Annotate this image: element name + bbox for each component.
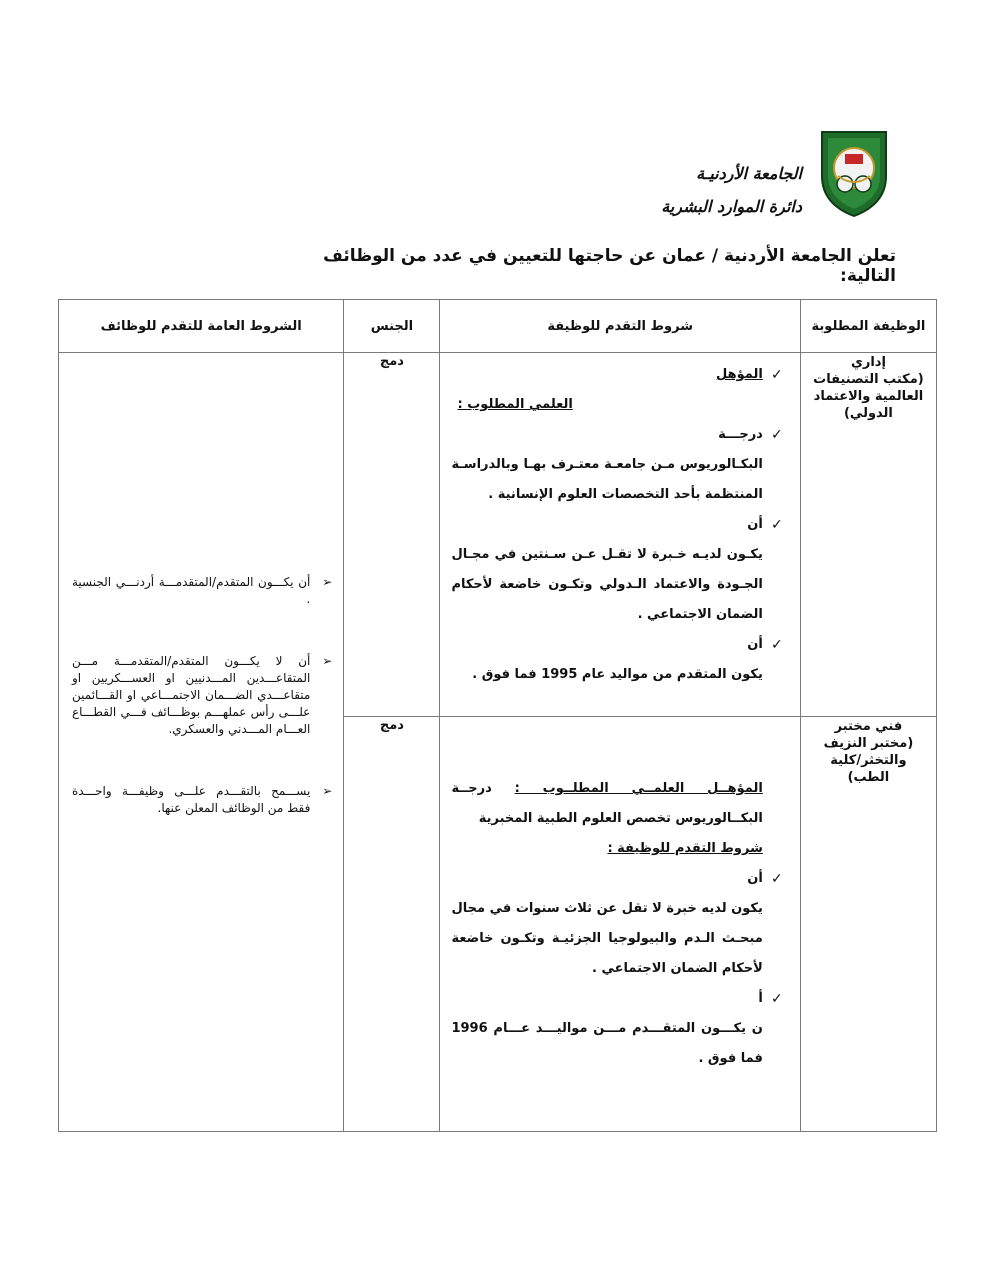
letterhead [600, 120, 920, 230]
general-condition: أن يكـــون المتقدم/المتقدمـــة أردنـــي الجنسية . [72, 575, 311, 606]
condition-text: يكون لديه خبرة لا تقل عن ثلاث سنوات في مجال مبحـث الـدم والبيولوجيا الجزئيـة وتكـون خاضعة لأحكام الضمان الاجتماعي . [451, 901, 763, 976]
department-name: دائرة الموارد البشرية [661, 197, 802, 216]
qualification-value: درجــة البكــالوريوس تخصص العلوم الطبية المخبرية [451, 781, 763, 826]
job-title-line: إداري [850, 355, 886, 370]
gender-cell: دمج [344, 353, 440, 717]
condition-text: درجـــة [718, 427, 763, 442]
table-header-row [59, 300, 937, 353]
checkmark-icon: ✓ [770, 871, 783, 887]
job-title-cell [800, 717, 936, 1132]
checkmark-icon: ✓ [770, 517, 783, 533]
job-title-line: فني مختبر [834, 719, 903, 734]
condition-heading: المؤهل [716, 367, 763, 382]
jobs-table [58, 299, 937, 1132]
job-title-line: والتخثر/كلية الطب) [830, 753, 907, 785]
header-conditions: شروط التقدم للوظيفة [440, 300, 800, 353]
table-row [59, 353, 937, 717]
announcement-heading: تعلن الجامعة الأردنية / عمان عن حاجتها للتعيين في عدد من الوظائف التالية: [323, 246, 896, 286]
header-general: الشروط العامة للتقدم للوظائف [59, 300, 344, 353]
condition-text: البكـالوريوس مـن جامعـة معتـرف بهـا وبالدراسـة المنتظمة بأحد التخصصات العلوم الإنسانية . [451, 457, 763, 502]
general-conditions-cell [59, 353, 344, 1132]
conditions-cell [440, 717, 800, 1132]
arrow-bullet-icon: ➢ [322, 654, 333, 668]
condition-heading: شروط التقدم للوظيفة : [607, 841, 763, 856]
header-gender: الجنس [344, 300, 440, 353]
university-crest-logo [818, 128, 890, 218]
job-title-line: (مكتب التصنيفات [813, 372, 924, 387]
job-title-line: الدولي) [843, 406, 893, 421]
organization-name: الجامعة الأردنيـة [696, 164, 802, 183]
gender-cell: دمج [344, 717, 440, 1132]
arrow-bullet-icon: ➢ [322, 784, 333, 798]
job-title-line: (مختبر النزيف [823, 736, 914, 751]
condition-text: يكون المتقدم من مواليد عام 1995 فما فوق . [472, 667, 763, 682]
condition-text: أن [747, 637, 763, 652]
condition-subheading: العلمي المطلوب : [457, 397, 573, 412]
general-condition: يســـمح بالتقـــدم علـــى وظيفـــة واحـــدة فقط من الوظائف المعلن عنها. [72, 784, 311, 815]
condition-text: أن [747, 871, 763, 886]
checkmark-icon: ✓ [770, 367, 783, 383]
checkmark-icon: ✓ [770, 427, 783, 443]
condition-text: يكـون لديـه خـبرة لا تقـل عـن سـنتين في مجـال الجـودة والاعتماد الـدولي وتكـون خاضعة لأحكام الضمان الاجتماعي . [451, 547, 763, 622]
checkmark-icon: ✓ [770, 637, 783, 653]
job-title-cell [800, 353, 936, 717]
condition-text: أ [758, 991, 763, 1006]
arrow-bullet-icon: ➢ [322, 575, 333, 589]
condition-text: أن [747, 517, 763, 532]
checkmark-icon: ✓ [770, 991, 783, 1007]
condition-text: ن يكـــون المتقـــدم مـــن مواليـــد عـــام 1996 فما فوق . [451, 1021, 763, 1066]
header-job: الوظيفة المطلوبة [800, 300, 936, 353]
qualification-label: المؤهــل العلمــي المطلــوب : [514, 781, 763, 796]
conditions-cell [440, 353, 800, 717]
general-condition: أن لا يكـــون المتقدم/المتقدمـــة مـــن المتقاعـــدين المـــدنيين او العســـكريين او متقاعـــدي الضـــمان الاجتمـــاعي او القـــائمين علـــى رأس عملهـــم بوظـــائف فـــي القطـــاع العـــام المـــدني والعسكري. [72, 654, 311, 736]
job-title-line: العالمية والاعتماد [813, 389, 924, 404]
